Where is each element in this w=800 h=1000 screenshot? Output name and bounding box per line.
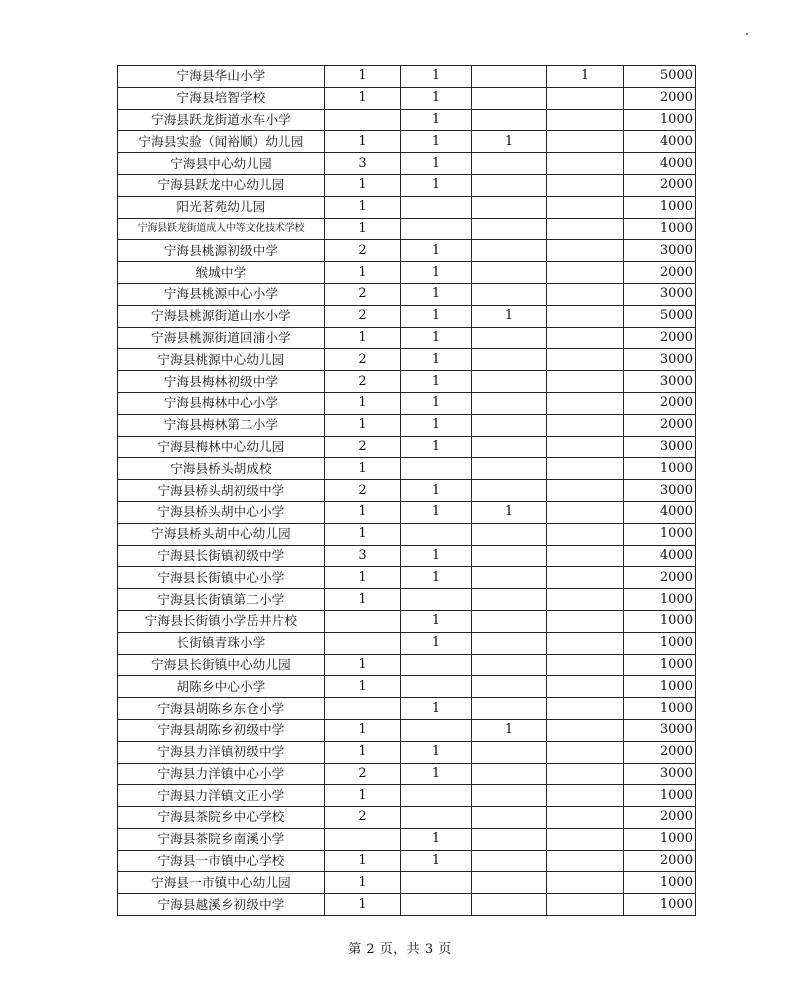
count-cell-3: [472, 894, 547, 916]
count-cell-4: [547, 698, 624, 720]
school-name-cell: 宁海县桥头胡成校: [118, 458, 325, 480]
table-row: [118, 153, 696, 175]
table-row: [118, 807, 696, 829]
school-name-cell: 宁海县长街镇初级中学: [118, 545, 325, 567]
count-cell-2: [401, 894, 472, 916]
count-cell-3: [472, 632, 547, 654]
count-cell-3: [472, 480, 547, 502]
count-cell-3: [472, 327, 547, 349]
table-row: [118, 66, 696, 88]
school-name-cell: 宁海县力洋镇初级中学: [118, 741, 325, 763]
amount-cell: 1000: [624, 610, 696, 632]
count-cell-1: 1: [325, 719, 401, 741]
table-row: [118, 785, 696, 807]
count-cell-3: [472, 654, 547, 676]
table-row: [118, 218, 696, 240]
count-cell-3: [472, 66, 547, 88]
count-cell-2: 1: [401, 480, 472, 502]
school-name-cell: 宁海县梅林初级中学: [118, 371, 325, 393]
amount-cell: 1000: [624, 654, 696, 676]
count-cell-3: [472, 589, 547, 611]
amount-cell: 1000: [624, 872, 696, 894]
table-row: [118, 480, 696, 502]
amount-cell: 2000: [624, 807, 696, 829]
table-row: [118, 87, 696, 109]
count-cell-3: [472, 87, 547, 109]
amount-cell: 1000: [624, 196, 696, 218]
count-cell-4: [547, 262, 624, 284]
count-cell-3: [472, 371, 547, 393]
amount-cell: 3000: [624, 763, 696, 785]
count-cell-4: [547, 414, 624, 436]
count-cell-2: [401, 458, 472, 480]
count-cell-4: [547, 131, 624, 153]
school-name-cell: 宁海县长街镇第二小学: [118, 589, 325, 611]
count-cell-1: 1: [325, 131, 401, 153]
school-name-cell: 宁海县培智学校: [118, 87, 325, 109]
amount-cell: 3000: [624, 371, 696, 393]
count-cell-1: 1: [325, 87, 401, 109]
count-cell-4: [547, 371, 624, 393]
count-cell-2: [401, 589, 472, 611]
school-name-cell: 宁海县实验（闻裕顺）幼儿园: [118, 131, 325, 153]
amount-cell: 3000: [624, 349, 696, 371]
count-cell-3: [472, 523, 547, 545]
count-cell-4: [547, 392, 624, 414]
count-cell-1: [325, 698, 401, 720]
table-row: [118, 610, 696, 632]
count-cell-4: [547, 654, 624, 676]
school-name-cell: 宁海县力洋镇中心小学: [118, 763, 325, 785]
count-cell-1: 1: [325, 262, 401, 284]
amount-cell: 2000: [624, 392, 696, 414]
count-cell-4: [547, 174, 624, 196]
count-cell-2: [401, 218, 472, 240]
count-cell-4: [547, 436, 624, 458]
amount-cell: 2000: [624, 850, 696, 872]
count-cell-2: 1: [401, 850, 472, 872]
table-row: [118, 240, 696, 262]
count-cell-1: 1: [325, 589, 401, 611]
school-name-cell: 宁海县桃源中心幼儿园: [118, 349, 325, 371]
count-cell-3: [472, 807, 547, 829]
amount-cell: 5000: [624, 66, 696, 88]
table-row: [118, 262, 696, 284]
amount-cell: 1000: [624, 698, 696, 720]
count-cell-2: 1: [401, 349, 472, 371]
table-row: [118, 719, 696, 741]
school-name-cell: 宁海县跃龙街道成人中等文化技术学校: [118, 218, 325, 240]
school-name-cell: 宁海县茶院乡南溪小学: [118, 828, 325, 850]
amount-cell: 1000: [624, 589, 696, 611]
amount-cell: 4000: [624, 131, 696, 153]
count-cell-3: [472, 676, 547, 698]
amount-cell: 1000: [624, 109, 696, 131]
count-cell-2: 1: [401, 828, 472, 850]
count-cell-4: [547, 501, 624, 523]
table-row: [118, 545, 696, 567]
count-cell-1: 2: [325, 349, 401, 371]
count-cell-4: [547, 327, 624, 349]
count-cell-2: 1: [401, 545, 472, 567]
count-cell-2: 1: [401, 153, 472, 175]
amount-cell: 3000: [624, 436, 696, 458]
table-row: [118, 458, 696, 480]
school-name-cell: 宁海县桥头胡初级中学: [118, 480, 325, 502]
count-cell-4: [547, 240, 624, 262]
count-cell-4: [547, 719, 624, 741]
count-cell-1: 1: [325, 741, 401, 763]
table-row: [118, 305, 696, 327]
table-row: [118, 327, 696, 349]
count-cell-2: 1: [401, 109, 472, 131]
count-cell-4: [547, 545, 624, 567]
count-cell-3: [472, 698, 547, 720]
count-cell-3: 1: [472, 305, 547, 327]
school-name-cell: 缑城中学: [118, 262, 325, 284]
school-name-cell: 宁海县梅林第二小学: [118, 414, 325, 436]
count-cell-4: [547, 828, 624, 850]
amount-cell: 4000: [624, 153, 696, 175]
table-row: [118, 676, 696, 698]
count-cell-1: 1: [325, 654, 401, 676]
count-cell-2: 1: [401, 131, 472, 153]
count-cell-1: [325, 610, 401, 632]
count-cell-4: [547, 610, 624, 632]
table-row: [118, 283, 696, 305]
school-name-cell: 胡陈乡中心小学: [118, 676, 325, 698]
count-cell-3: [472, 610, 547, 632]
school-allocation-table: [117, 65, 696, 916]
table-row: [118, 392, 696, 414]
amount-cell: 2000: [624, 262, 696, 284]
table-row: [118, 589, 696, 611]
count-cell-3: [472, 349, 547, 371]
count-cell-1: 1: [325, 218, 401, 240]
count-cell-3: [472, 174, 547, 196]
school-name-cell: 宁海县茶院乡中心学校: [118, 807, 325, 829]
amount-cell: 2000: [624, 567, 696, 589]
school-name-cell: 宁海县长街镇中心幼儿园: [118, 654, 325, 676]
count-cell-1: 1: [325, 872, 401, 894]
count-cell-4: [547, 349, 624, 371]
count-cell-3: [472, 436, 547, 458]
count-cell-1: 1: [325, 174, 401, 196]
count-cell-1: 2: [325, 807, 401, 829]
school-name-cell: 宁海县一市镇中心学校: [118, 850, 325, 872]
count-cell-1: 1: [325, 414, 401, 436]
count-cell-4: [547, 894, 624, 916]
count-cell-2: 1: [401, 436, 472, 458]
scan-speck: [746, 33, 748, 35]
school-name-cell: 宁海县中心幼儿园: [118, 153, 325, 175]
count-cell-4: [547, 153, 624, 175]
school-name-cell: 宁海县桥头胡中心小学: [118, 501, 325, 523]
count-cell-2: 1: [401, 174, 472, 196]
count-cell-1: 1: [325, 676, 401, 698]
count-cell-1: 2: [325, 480, 401, 502]
count-cell-2: [401, 654, 472, 676]
count-cell-4: [547, 87, 624, 109]
school-name-cell: 宁海县力洋镇文正小学: [118, 785, 325, 807]
amount-cell: 4000: [624, 501, 696, 523]
school-name-cell: 宁海县跃龙中心幼儿园: [118, 174, 325, 196]
count-cell-4: [547, 632, 624, 654]
page-number: 第 2 页，共 3 页: [348, 942, 452, 957]
count-cell-4: [547, 567, 624, 589]
count-cell-1: [325, 828, 401, 850]
count-cell-1: 1: [325, 894, 401, 916]
count-cell-2: 1: [401, 763, 472, 785]
table-row: [118, 109, 696, 131]
amount-cell: 1000: [624, 218, 696, 240]
count-cell-2: 1: [401, 327, 472, 349]
count-cell-1: 2: [325, 371, 401, 393]
count-cell-1: 3: [325, 545, 401, 567]
count-cell-1: 1: [325, 327, 401, 349]
count-cell-3: [472, 545, 547, 567]
table-row: [118, 174, 696, 196]
count-cell-3: 1: [472, 501, 547, 523]
school-name-cell: 宁海县桃源街道回浦小学: [118, 327, 325, 349]
table-row: [118, 371, 696, 393]
count-cell-4: [547, 589, 624, 611]
count-cell-1: 3: [325, 153, 401, 175]
count-cell-4: [547, 785, 624, 807]
table-row: [118, 501, 696, 523]
count-cell-4: [547, 305, 624, 327]
school-name-cell: 宁海县胡陈乡初级中学: [118, 719, 325, 741]
count-cell-4: [547, 741, 624, 763]
count-cell-3: [472, 262, 547, 284]
count-cell-1: 2: [325, 763, 401, 785]
amount-cell: 1000: [624, 523, 696, 545]
count-cell-4: [547, 872, 624, 894]
count-cell-2: [401, 196, 472, 218]
count-cell-4: [547, 109, 624, 131]
table-row: [118, 828, 696, 850]
count-cell-4: [547, 458, 624, 480]
count-cell-1: 2: [325, 240, 401, 262]
count-cell-4: [547, 676, 624, 698]
table-row: [118, 131, 696, 153]
amount-cell: 4000: [624, 545, 696, 567]
amount-cell: 2000: [624, 741, 696, 763]
amount-cell: 1000: [624, 785, 696, 807]
school-name-cell: 宁海县跃龙街道水车小学: [118, 109, 325, 131]
count-cell-3: [472, 785, 547, 807]
school-name-cell: 长街镇青珠小学: [118, 632, 325, 654]
table-row: [118, 654, 696, 676]
table-row: [118, 567, 696, 589]
count-cell-1: [325, 109, 401, 131]
count-cell-3: 1: [472, 131, 547, 153]
count-cell-2: [401, 807, 472, 829]
count-cell-1: 1: [325, 785, 401, 807]
school-name-cell: 宁海县一市镇中心幼儿园: [118, 872, 325, 894]
table-row: [118, 894, 696, 916]
amount-cell: 3000: [624, 719, 696, 741]
count-cell-1: 1: [325, 66, 401, 88]
count-cell-3: 1: [472, 719, 547, 741]
school-name-cell: 宁海县桃源初级中学: [118, 240, 325, 262]
count-cell-1: 2: [325, 283, 401, 305]
count-cell-2: 1: [401, 501, 472, 523]
amount-cell: 1000: [624, 894, 696, 916]
count-cell-3: [472, 153, 547, 175]
count-cell-2: 1: [401, 262, 472, 284]
count-cell-2: 1: [401, 610, 472, 632]
count-cell-2: 1: [401, 305, 472, 327]
table-row: [118, 414, 696, 436]
count-cell-2: 1: [401, 414, 472, 436]
count-cell-3: [472, 414, 547, 436]
table-row: [118, 741, 696, 763]
table-body: [118, 66, 696, 916]
count-cell-3: [472, 240, 547, 262]
count-cell-2: [401, 719, 472, 741]
table-row: [118, 698, 696, 720]
count-cell-2: [401, 523, 472, 545]
count-cell-3: [472, 872, 547, 894]
table-row: [118, 436, 696, 458]
table-row: [118, 850, 696, 872]
school-name-cell: 宁海县梅林中心小学: [118, 392, 325, 414]
count-cell-4: [547, 218, 624, 240]
amount-cell: 1000: [624, 676, 696, 698]
amount-cell: 2000: [624, 414, 696, 436]
table-row: [118, 872, 696, 894]
table-row: [118, 196, 696, 218]
count-cell-3: [472, 109, 547, 131]
amount-cell: 3000: [624, 240, 696, 262]
count-cell-2: 1: [401, 392, 472, 414]
amount-cell: 2000: [624, 174, 696, 196]
school-name-cell: 阳光茗苑幼儿园: [118, 196, 325, 218]
count-cell-1: 1: [325, 850, 401, 872]
table-row: [118, 523, 696, 545]
count-cell-2: [401, 785, 472, 807]
count-cell-4: [547, 763, 624, 785]
count-cell-1: 1: [325, 458, 401, 480]
amount-cell: 3000: [624, 283, 696, 305]
count-cell-2: 1: [401, 567, 472, 589]
school-name-cell: 宁海县长街镇中心小学: [118, 567, 325, 589]
amount-cell: 5000: [624, 305, 696, 327]
count-cell-4: 1: [547, 66, 624, 88]
table-row: [118, 763, 696, 785]
amount-cell: 3000: [624, 480, 696, 502]
count-cell-3: [472, 763, 547, 785]
count-cell-4: [547, 196, 624, 218]
count-cell-1: 1: [325, 523, 401, 545]
table-row: [118, 632, 696, 654]
count-cell-4: [547, 807, 624, 829]
school-name-cell: 宁海县胡陈乡东仓小学: [118, 698, 325, 720]
count-cell-3: [472, 196, 547, 218]
count-cell-3: [472, 283, 547, 305]
amount-cell: 1000: [624, 828, 696, 850]
school-name-cell: 宁海县桥头胡中心幼儿园: [118, 523, 325, 545]
count-cell-2: [401, 872, 472, 894]
count-cell-1: 1: [325, 567, 401, 589]
count-cell-1: [325, 632, 401, 654]
count-cell-3: [472, 458, 547, 480]
count-cell-3: [472, 218, 547, 240]
count-cell-1: 1: [325, 196, 401, 218]
count-cell-3: [472, 828, 547, 850]
amount-cell: 2000: [624, 327, 696, 349]
count-cell-3: [472, 741, 547, 763]
count-cell-4: [547, 523, 624, 545]
school-name-cell: 宁海县桃源街道山水小学: [118, 305, 325, 327]
count-cell-3: [472, 392, 547, 414]
count-cell-2: 1: [401, 283, 472, 305]
count-cell-2: 1: [401, 698, 472, 720]
amount-cell: 2000: [624, 87, 696, 109]
table-row: [118, 349, 696, 371]
school-name-cell: 宁海县华山小学: [118, 66, 325, 88]
amount-cell: 1000: [624, 632, 696, 654]
count-cell-2: 1: [401, 741, 472, 763]
count-cell-4: [547, 480, 624, 502]
count-cell-4: [547, 283, 624, 305]
count-cell-3: [472, 567, 547, 589]
count-cell-2: 1: [401, 87, 472, 109]
school-name-cell: 宁海县长街镇小学岳井片校: [118, 610, 325, 632]
school-name-cell: 宁海县梅林中心幼儿园: [118, 436, 325, 458]
count-cell-4: [547, 850, 624, 872]
count-cell-3: [472, 850, 547, 872]
count-cell-1: 2: [325, 305, 401, 327]
count-cell-2: [401, 676, 472, 698]
amount-cell: 1000: [624, 458, 696, 480]
count-cell-2: 1: [401, 240, 472, 262]
count-cell-1: 2: [325, 436, 401, 458]
count-cell-1: 1: [325, 501, 401, 523]
count-cell-2: 1: [401, 66, 472, 88]
count-cell-2: 1: [401, 371, 472, 393]
school-name-cell: 宁海县桃源中心小学: [118, 283, 325, 305]
school-name-cell: 宁海县越溪乡初级中学: [118, 894, 325, 916]
count-cell-1: 1: [325, 392, 401, 414]
count-cell-2: 1: [401, 632, 472, 654]
